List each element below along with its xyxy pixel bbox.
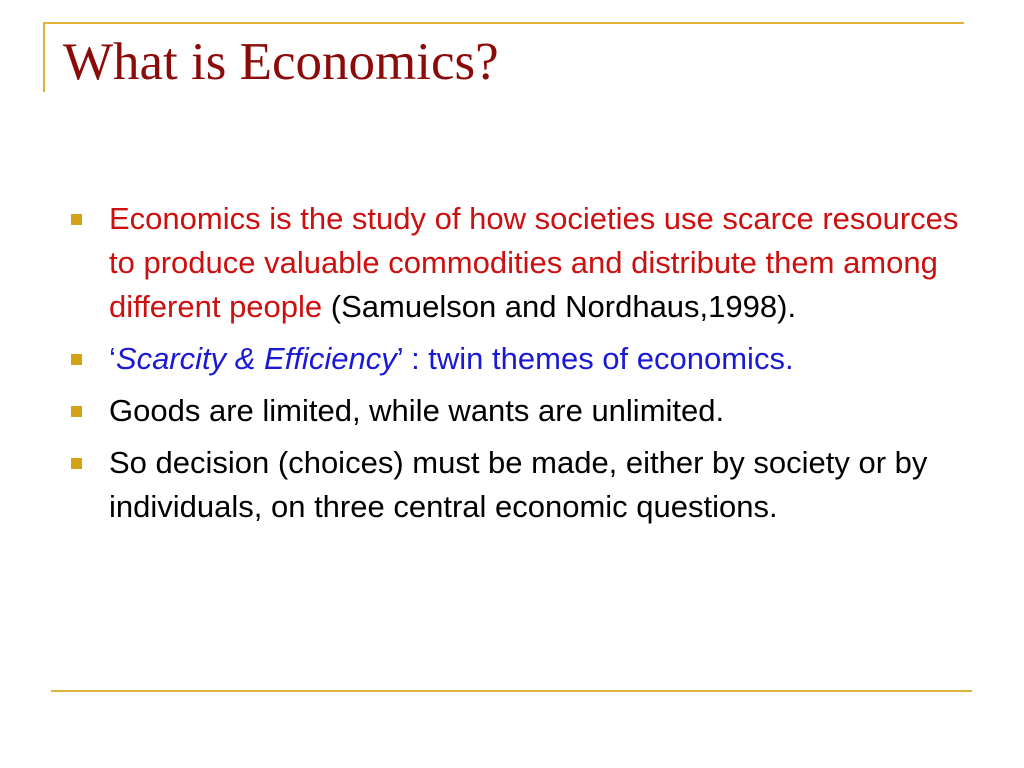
close-quote: ’ [396, 341, 403, 376]
bullet-item-themes [71, 337, 961, 381]
definition-text: Economics is the study of how societies use scarce resources to produce valuable commodities and distribute them among different people [109, 201, 959, 324]
bullet-list [71, 197, 961, 537]
slide-title: What is Economics? [63, 33, 499, 91]
square-bullet-icon [71, 458, 82, 469]
scarcity-text: Goods are limited, while wants are unlimited. [109, 393, 725, 428]
frame-top-line [43, 22, 964, 24]
bullet-item-decisions [71, 441, 961, 529]
bullet-item-scarcity [71, 389, 961, 433]
open-quote: ‘ [109, 341, 116, 376]
citation-text: (Samuelson and Nordhaus,1998). [322, 289, 797, 324]
themes-emphasis: Scarcity & Efficiency [115, 341, 397, 376]
bullet-item-definition [71, 197, 961, 329]
square-bullet-icon [71, 214, 82, 225]
frame-bottom-line [51, 690, 972, 692]
frame-left-line [43, 22, 45, 92]
themes-text: : twin themes of economics. [402, 341, 794, 376]
square-bullet-icon [71, 406, 82, 417]
square-bullet-icon [71, 354, 82, 365]
decisions-text: So decision (choices) must be made, either by society or by individuals, on three central economic questions. [109, 445, 928, 524]
